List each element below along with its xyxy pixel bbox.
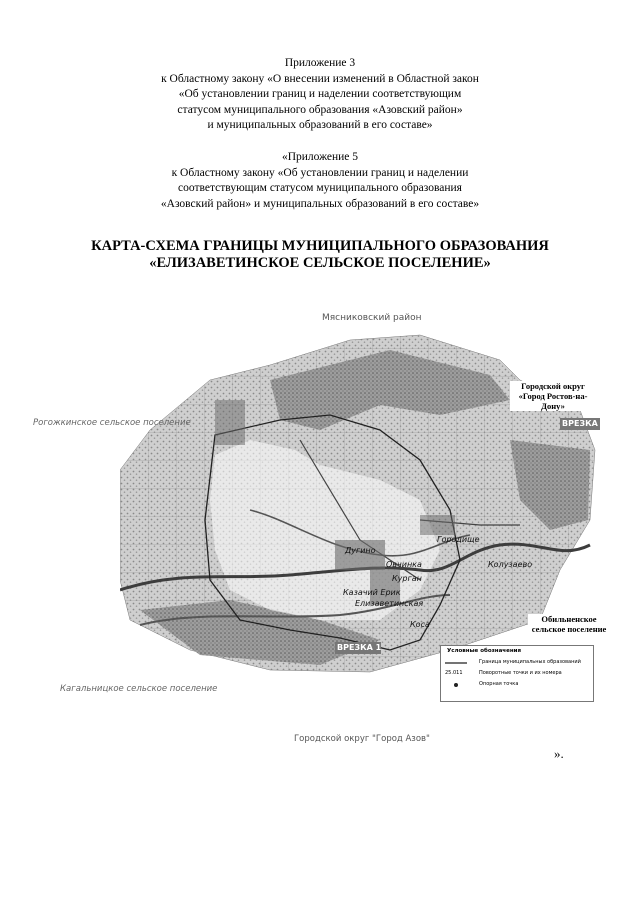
- annex-5-header: [105, 150, 535, 212]
- annex5-line: соответствующим статусом муниципального образования: [178, 182, 462, 194]
- annex3-line: к Областному закону «О внесении изменений в Областной закон: [161, 72, 479, 85]
- place-label: Дугино: [345, 546, 376, 555]
- title-line-2: «ЕЛИЗАВЕТИНСКОЕ СЕЛЬСКОЕ ПОСЕЛЕНИЕ»: [149, 255, 491, 271]
- annex5-line: «Приложение 5: [281, 151, 359, 163]
- place-label: Курган: [392, 574, 422, 583]
- label-east-top: Городской округ «Город Ростов-на-Дону»: [510, 381, 596, 411]
- annex5-line: к Областному закону «Об установлении границ и наделении: [171, 166, 469, 179]
- title-line-1: КАРТА-СХЕМА ГРАНИЦЫ МУНИЦИПАЛЬНОГО ОБРАЗОВАНИЯ: [91, 238, 549, 254]
- stamp-label: ВРЕЗКА 2: [562, 419, 607, 428]
- place-label: Елизаветинская: [355, 599, 424, 608]
- annex3-line: Приложение 3: [284, 57, 356, 69]
- legend-label: Опорная точка: [479, 681, 519, 687]
- label-south: Городской округ "Город Азов": [294, 734, 430, 744]
- label-west: Рогожкинское сельское поселение: [33, 418, 191, 428]
- legend-label: Граница муниципальных образований: [479, 659, 581, 665]
- place-label: Казачий Ерик: [343, 588, 401, 597]
- document-title: [0, 238, 640, 272]
- map-scheme: [120, 320, 610, 690]
- annex3-line: статусом муниципального образования «Азовский район»: [177, 103, 463, 116]
- legend-title: Условные обозначения: [447, 648, 522, 654]
- place-label: Городище: [437, 535, 480, 544]
- label-north: Мясниковский район: [322, 313, 422, 323]
- place-label: Овчинка: [386, 560, 422, 569]
- place-label: Колузаево: [488, 560, 533, 569]
- legend-item: [445, 670, 590, 678]
- legend-item: [445, 659, 590, 667]
- closing-mark: ».: [554, 746, 564, 761]
- place-label: Коса: [410, 620, 430, 629]
- legend-label: Поворотные точки и их номера: [479, 670, 562, 676]
- annex5-line: «Азовский район» и муниципальных образований в его составе»: [160, 197, 480, 210]
- annex3-line: и муниципальных образований в его составе»: [207, 119, 433, 131]
- stamp-label: ВРЕЗКА 1: [337, 643, 382, 652]
- label-southwest: Кагальницкое сельское поселение: [60, 684, 218, 694]
- map-legend: [440, 645, 594, 702]
- legend-item: [445, 681, 590, 689]
- annex3-line: «Об установлении границ и наделении соответствующим: [178, 88, 462, 100]
- dot-icon: [445, 681, 467, 689]
- annex-3-header: [105, 56, 535, 134]
- point-sample: 25.011: [445, 670, 463, 676]
- label-east-bottom: Обильненское сельское поселение: [528, 614, 610, 634]
- boundary-symbol: [445, 659, 467, 667]
